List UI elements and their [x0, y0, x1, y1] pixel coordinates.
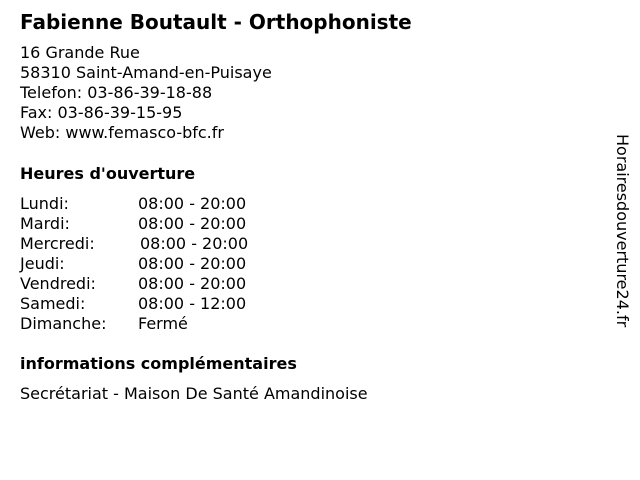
day-label: Lundi:	[20, 194, 69, 213]
info-heading: informations complémentaires	[20, 354, 297, 373]
day-label: Dimanche:	[20, 314, 107, 333]
hours-heading: Heures d'ouverture	[20, 164, 196, 183]
time-value: 08:00 - 12:00	[138, 294, 247, 313]
info-text: Secrétariat - Maison De Santé Amandinoise	[20, 384, 368, 403]
day-label: Mardi:	[20, 214, 70, 233]
day-label: Mercredi:	[20, 234, 95, 253]
time-value: Fermé	[138, 314, 188, 333]
fax-number: Fax: 03-86-39-15-95	[20, 103, 183, 122]
time-value: 08:00 - 20:00	[138, 194, 247, 213]
city-postcode: 58310 Saint-Amand-en-Puisaye	[20, 63, 272, 82]
day-label: Vendredi:	[20, 274, 96, 293]
site-watermark: Horairesdouverture24.fr	[613, 134, 632, 328]
page-title: Fabienne Boutault - Orthophoniste	[20, 10, 412, 34]
time-value: 08:00 - 20:00	[138, 214, 247, 233]
time-value: 08:00 - 20:00	[138, 254, 247, 273]
street-address: 16 Grande Rue	[20, 43, 140, 62]
day-label: Samedi:	[20, 294, 86, 313]
time-value: 08:00 - 20:00	[138, 274, 247, 293]
time-value: 08:00 - 20:00	[140, 234, 249, 253]
address-block	[20, 43, 272, 143]
phone-number: Telefon: 03-86-39-18-88	[20, 83, 213, 102]
day-label: Jeudi:	[20, 254, 65, 273]
website: Web: www.femasco-bfc.fr	[20, 123, 224, 142]
